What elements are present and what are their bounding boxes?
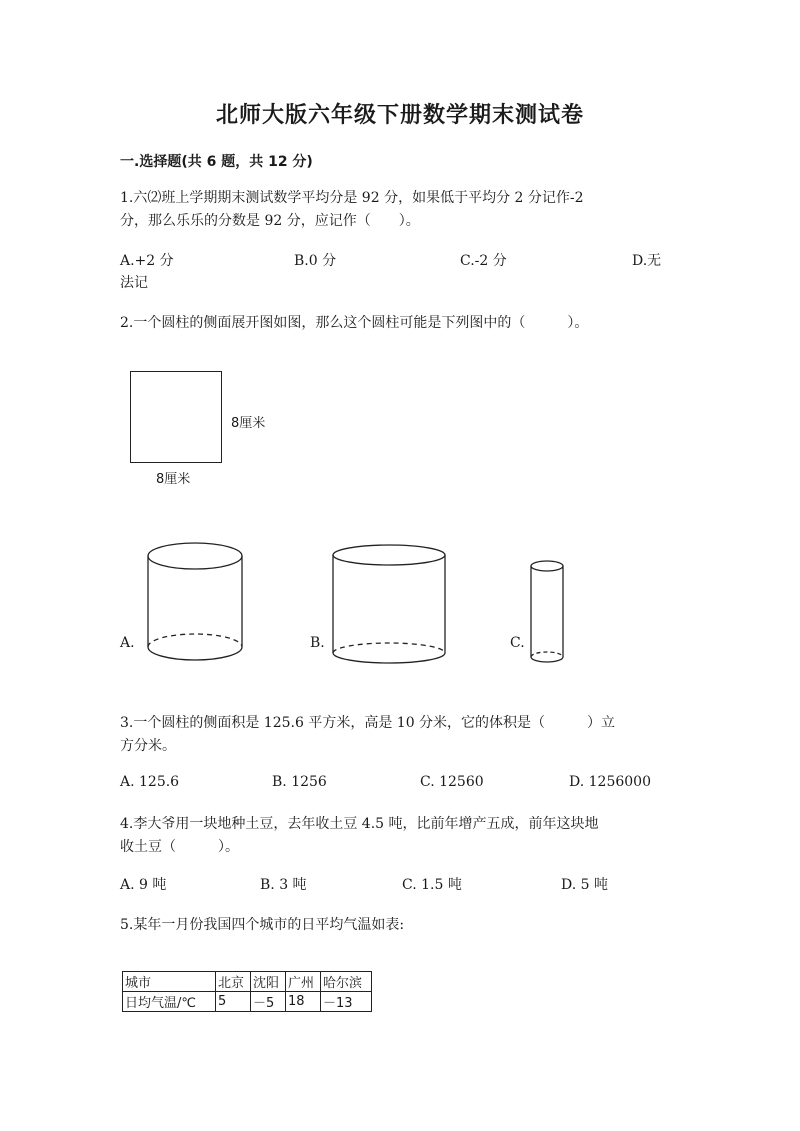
q4-line1: 4.李大爷用一块地种土豆，去年收土豆 4.5 吨，比前年增产五成，前年这块地: [120, 816, 599, 832]
table-cell: －13: [321, 992, 372, 1012]
q4-option-a: A. 9 吨: [120, 877, 167, 893]
temperature-table: [122, 971, 372, 1012]
q3-option-a: A. 125.6: [120, 774, 180, 790]
page-title: 北师大版六年级下册数学期末测试卷: [215, 103, 584, 128]
table-cell: 广州: [286, 972, 321, 992]
square-side-label: 8厘米: [231, 416, 266, 431]
q1-option-a: A.+2 分: [120, 253, 174, 269]
q3-option-b: B. 1256: [272, 774, 327, 790]
table-cell: －5: [251, 992, 286, 1012]
q3-option-c: C. 12560: [420, 774, 484, 790]
table-header-row: [123, 972, 372, 992]
cylinder-c: [531, 561, 563, 662]
q4-option-c: C. 1.5 吨: [402, 877, 462, 893]
cylinder-b: [333, 545, 445, 663]
q4-option-b: B. 3 吨: [260, 877, 307, 893]
table-cell: 18: [286, 992, 321, 1012]
q3-option-d: D. 1256000: [569, 774, 651, 790]
table-cell: 哈尔滨: [321, 972, 372, 992]
table-row: [123, 992, 372, 1012]
table-cell: 沈阳: [251, 972, 286, 992]
table-cell: 日均气温/℃: [123, 992, 216, 1012]
section-heading: 一.选择题(共 6 题，共 12 分): [120, 154, 313, 170]
cylinder-a: [148, 543, 242, 660]
table-cell: 5: [216, 992, 251, 1012]
q1-option-c: C.-2 分: [460, 253, 507, 269]
q3-line2: 方分米。: [120, 738, 176, 754]
q3-line1: 3.一个圆柱的侧面积是 125.6 平方米，高是 10 分米，它的体积是（ ）立: [120, 715, 616, 731]
q5-line1: 5.某年一月份我国四个城市的日平均气温如表:: [120, 917, 405, 933]
table-cell: 城市: [123, 972, 216, 992]
q1-option-b: B.0 分: [294, 253, 337, 269]
cylinder-figures: [0, 530, 800, 680]
q4-option-d: D. 5 吨: [561, 877, 608, 893]
unfolded-square-figure: [130, 371, 222, 463]
table-cell: 北京: [216, 972, 251, 992]
q1-line2: 分，那么乐乐的分数是 92 分，应记作（ ）。: [120, 213, 420, 229]
q1-line1: 1.六⑵班上学期期末测试数学平均分是 92 分，如果低于平均分 2 分记作-2: [120, 190, 584, 206]
q2-choice-c: C.: [510, 635, 525, 651]
q1-option-d-continued: 法记: [120, 275, 148, 291]
q1-option-d: D.无: [632, 253, 662, 269]
q2-line1: 2.一个圆柱的侧面展开图如图，那么这个圆柱可能是下列图中的（ ）。: [120, 315, 589, 331]
q2-choice-a: A.: [120, 635, 135, 651]
square-bottom-label: 8厘米: [156, 472, 191, 487]
q2-choice-b: B.: [310, 635, 325, 651]
q4-line2: 收土豆（ ）。: [120, 839, 239, 855]
